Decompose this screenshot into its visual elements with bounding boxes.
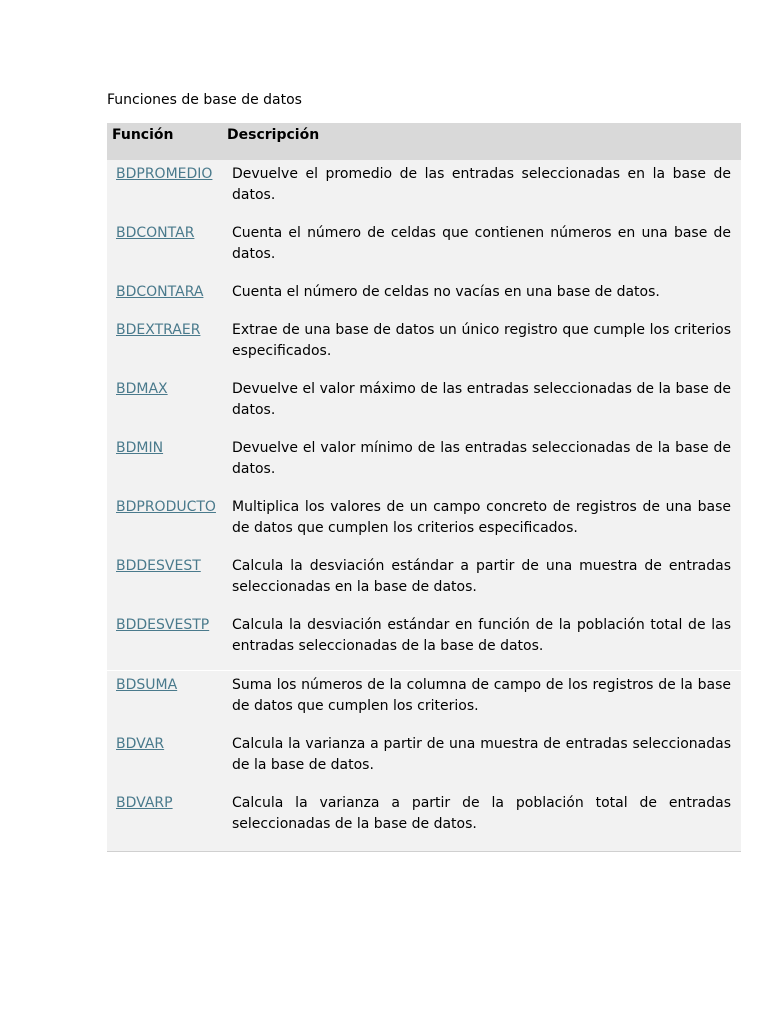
table-row [107, 375, 741, 434]
function-link-bdvar[interactable]: BDVAR [116, 736, 165, 752]
function-cell [107, 434, 222, 493]
function-link-bdcontar[interactable]: BDCONTAR [116, 225, 195, 241]
function-cell [107, 493, 222, 552]
description-cell: Calcula la varianza a partir de una muestra de entradas seleccionadas de la base de datos. [222, 730, 741, 789]
table-row [107, 493, 741, 552]
function-cell [107, 730, 222, 789]
table-row [107, 789, 741, 852]
function-cell [107, 278, 222, 316]
function-cell [107, 611, 222, 671]
description-cell: Devuelve el promedio de las entradas seleccionadas en la base de datos. [222, 160, 741, 219]
table-row [107, 552, 741, 611]
function-cell [107, 552, 222, 611]
table-row [107, 671, 741, 731]
description-cell: Cuenta el número de celdas que contienen números en una base de datos. [222, 219, 741, 278]
description-cell: Calcula la desviación estándar en función de la población total de las entradas seleccionadas de la base de datos. [222, 611, 741, 671]
function-cell [107, 219, 222, 278]
header-description: Descripción [222, 123, 741, 160]
table-row [107, 160, 741, 219]
functions-table [107, 123, 741, 852]
description-cell: Calcula la desviación estándar a partir de una muestra de entradas seleccionadas en la base de datos. [222, 552, 741, 611]
description-cell: Cuenta el número de celdas no vacías en una base de datos. [222, 278, 741, 316]
function-link-bddesvest[interactable]: BDDESVEST [116, 558, 201, 574]
function-cell [107, 789, 222, 852]
page-title: Funciones de base de datos [107, 92, 302, 108]
function-link-bdvarp[interactable]: BDVARP [116, 795, 173, 811]
function-link-bdsuma[interactable]: BDSUMA [116, 677, 178, 693]
function-link-bdproducto[interactable]: BDPRODUCTO [116, 499, 216, 515]
function-cell [107, 160, 222, 219]
function-cell [107, 671, 222, 731]
table-row [107, 316, 741, 375]
header-function: Función [107, 123, 222, 160]
function-cell [107, 375, 222, 434]
table-row [107, 730, 741, 789]
description-cell: Devuelve el valor máximo de las entradas seleccionadas de la base de datos. [222, 375, 741, 434]
table-row [107, 219, 741, 278]
function-link-bdextraer[interactable]: BDEXTRAER [116, 322, 201, 338]
description-cell: Calcula la varianza a partir de la población total de entradas seleccionadas de la base de datos. [222, 789, 741, 852]
function-link-bdmin[interactable]: BDMIN [116, 440, 164, 456]
table-row [107, 278, 741, 316]
function-link-bdpromedio[interactable]: BDPROMEDIO [116, 166, 213, 182]
table-row [107, 434, 741, 493]
function-link-bdmax[interactable]: BDMAX [116, 381, 168, 397]
description-cell: Suma los números de la columna de campo de los registros de la base de datos que cumplen los criterios. [222, 671, 741, 731]
function-link-bddesvestp[interactable]: BDDESVESTP [116, 617, 210, 633]
table-row [107, 611, 741, 671]
description-cell: Multiplica los valores de un campo concreto de registros de una base de datos que cumplen los criterios especificados. [222, 493, 741, 552]
table-header-row [107, 123, 741, 160]
description-cell: Extrae de una base de datos un único registro que cumple los criterios especificados. [222, 316, 741, 375]
function-cell [107, 316, 222, 375]
function-link-bdcontara[interactable]: BDCONTARA [116, 284, 204, 300]
description-cell: Devuelve el valor mínimo de las entradas seleccionadas de la base de datos. [222, 434, 741, 493]
